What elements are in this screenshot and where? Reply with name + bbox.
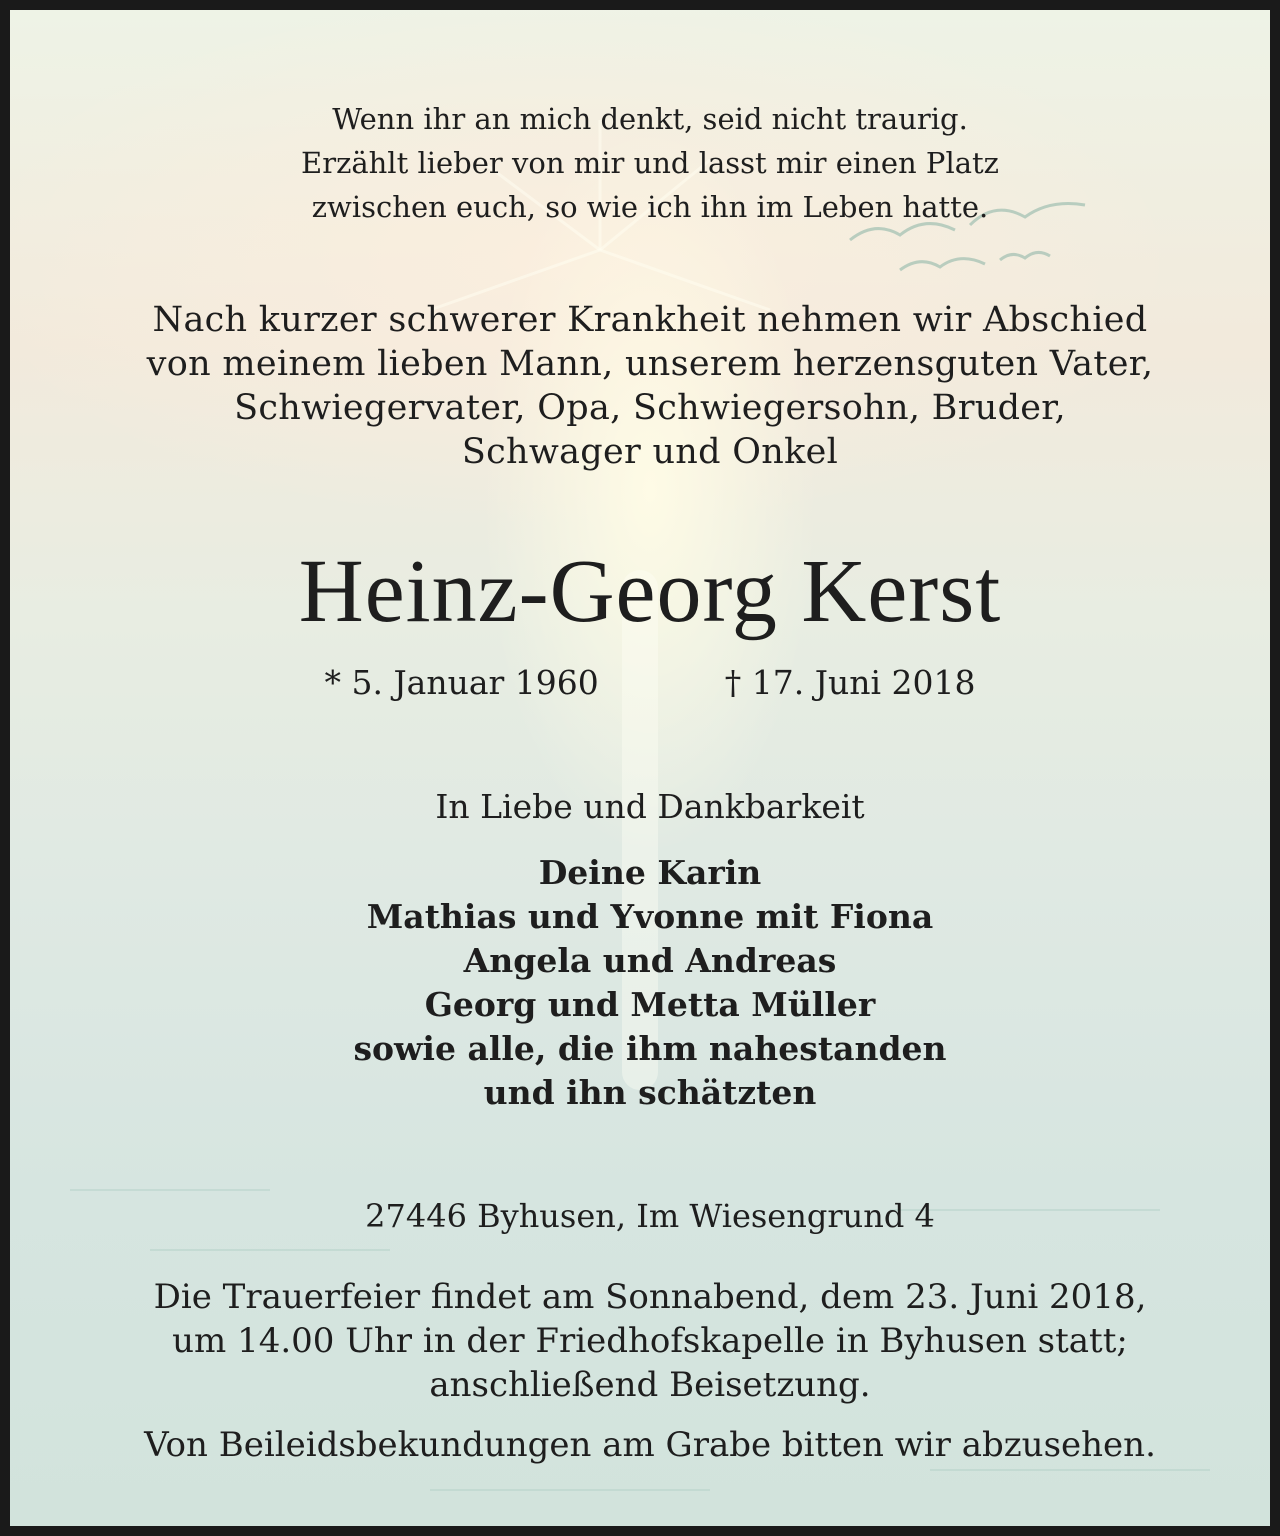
ceremony-line-1: Die Trauerfeier findet am Sonnabend, dem 23. Juni 2018, [153, 1277, 1147, 1317]
ceremony-line-3: anschließend Beisetzung. [429, 1365, 871, 1405]
poem-line-2: Erzählt lieber von mir und lasst mir einen Platz [301, 146, 999, 180]
poem-line-1: Wenn ihr an mich denkt, seid nicht traurig. [332, 102, 968, 136]
obituary-text [20, 20, 1280, 1536]
intro-line-2: von meinem lieben Mann, unserem herzensguten Vater, [146, 344, 1154, 384]
family-line-4: Georg und Metta Müller [424, 985, 876, 1024]
intro-line-1: Nach kurzer schwerer Krankheit nehmen wir Abschied [152, 300, 1148, 340]
intro-line-4: Schwager und Onkel [461, 432, 839, 472]
dedication: In Liebe und Dankbarkeit [435, 787, 865, 826]
death-date: † 17. Juni 2018 [724, 663, 976, 702]
family-line-2: Mathias und Yvonne mit Fiona [366, 897, 934, 936]
birth-date: * 5. Januar 1960 [324, 663, 599, 702]
closing-note: Von Beileidsbekundungen am Grabe bitten wir abzusehen. [144, 1425, 1156, 1465]
family-address: 27446 Byhusen, Im Wiesengrund 4 [365, 1197, 935, 1235]
poem-line-3: zwischen euch, so wie ich ihn im Leben hatte. [311, 190, 989, 224]
family-line-1: Deine Karin [538, 853, 762, 892]
life-dates [20, 663, 1280, 702]
family-line-6: und ihn schätzten [483, 1073, 817, 1112]
intro-line-3: Schwiegervater, Opa, Schwiegersohn, Bruder, [234, 388, 1066, 428]
family-line-5: sowie alle, die ihm nahestanden [353, 1029, 947, 1068]
deceased-name: Heinz-Georg Kerst [298, 542, 1002, 641]
family-line-3: Angela und Andreas [463, 941, 837, 980]
ceremony-line-2: um 14.00 Uhr in der Friedhofskapelle in Byhusen statt; [172, 1321, 1128, 1361]
